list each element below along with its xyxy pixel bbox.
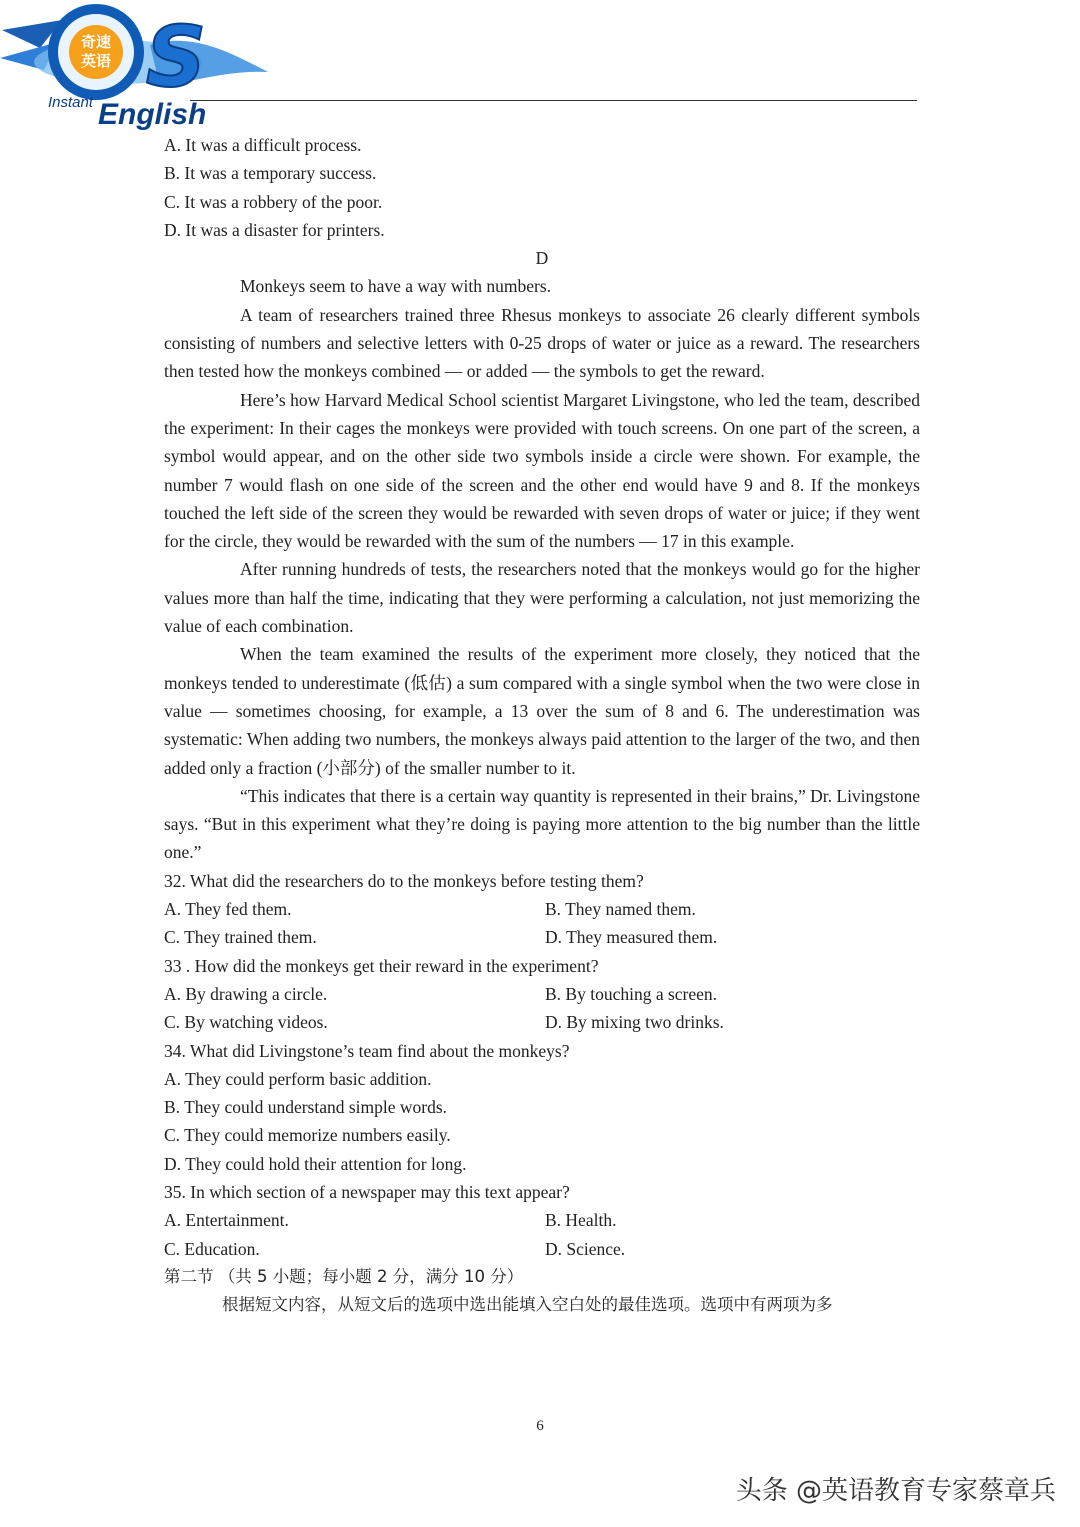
- passage-paragraph: “This indicates that there is a certain way quantity is represented in their brains,” Dr. Livingstone says. “But in this experiment what they’re doing is paying more attention to the big number than the little one.”: [164, 785, 920, 863]
- section-title: 第二节 （共 5 小题；每小题 2 分，满分 10 分）: [164, 1266, 524, 1286]
- option-row: [164, 895, 920, 923]
- question-stem: 34. What did Livingstone’s team find about the monkeys?: [164, 1040, 570, 1061]
- option: B. By touching a screen.: [545, 983, 718, 1004]
- question-33: [164, 952, 920, 1037]
- option: C. They trained them.: [164, 927, 317, 948]
- question-32: [164, 867, 920, 952]
- option-row: [164, 1235, 920, 1263]
- option: C. By watching videos.: [164, 1012, 328, 1033]
- option: A. Entertainment.: [164, 1210, 289, 1231]
- question-stem: 33 . How did the monkeys get their reward in the experiment?: [164, 955, 599, 976]
- option-row: [164, 1008, 920, 1036]
- option-row: [164, 1206, 920, 1234]
- logo-word: English: [98, 98, 207, 131]
- option: D. Science.: [545, 1238, 626, 1259]
- option: A. They could perform basic addition.: [164, 1068, 432, 1089]
- option: C. They could memorize numbers easily.: [164, 1125, 451, 1146]
- passage-paragraph: When the team examined the results of the experiment more closely, they noticed that the monkeys tended to underestimate (低估) a sum compared with a single symbol when the two were close in value — sometimes choosing, for example, a 13 over the sum of 8 and 6. The underestimation was systematic: When adding two numbers, the monkeys always paid attention to the larger of the two, and then added only a fraction (小部分) of the smaller number to it.: [164, 644, 920, 778]
- section-2: [164, 1263, 920, 1320]
- logo-sub: Instant: [48, 94, 94, 111]
- option-line: D. It was a disaster for printers.: [164, 219, 385, 240]
- logo-badge-line1: 奇速: [80, 33, 112, 51]
- option: C. Education.: [164, 1238, 260, 1259]
- option: D. By mixing two drinks.: [545, 1012, 724, 1033]
- option: D. They measured them.: [545, 927, 718, 948]
- passage-paragraph: Monkeys seem to have a way with numbers.: [240, 276, 552, 297]
- section-instruction: 根据短文内容，从短文后的选项中选出能填入空白处的最佳选项。选项中有两项为多: [222, 1295, 833, 1315]
- passage-paragraph: A team of researchers trained three Rhesus monkeys to associate 26 clearly different symbols consisting of numbers and selective letters with 0-25 drops of water or juice as a reward. The researchers then tested how the monkeys combined — or added — the symbols to get the reward.: [164, 304, 920, 382]
- option-line: C. It was a robbery of the poor.: [164, 191, 383, 212]
- previous-question-options: [164, 131, 920, 244]
- question-stem: 35. In which section of a newspaper may this text appear?: [164, 1181, 570, 1202]
- instant-english-logo: [0, 0, 270, 135]
- option: B. They named them.: [545, 899, 696, 920]
- watermark: 头条 @英语教育专家蔡章兵: [735, 1476, 1056, 1506]
- option: A. They fed them.: [164, 899, 292, 920]
- page-content: [164, 131, 920, 1319]
- question-stem: 32. What did the researchers do to the monkeys before testing them?: [164, 870, 644, 891]
- question-34: [164, 1037, 920, 1178]
- logo-badge-line2: 英语: [80, 52, 112, 70]
- option: A. By drawing a circle.: [164, 983, 328, 1004]
- option-row: [164, 923, 920, 951]
- header-rule: [190, 100, 917, 101]
- option: D. They could hold their attention for long.: [164, 1153, 467, 1174]
- passage-paragraph: After running hundreds of tests, the researchers noted that the monkeys would go for the higher values more than half the time, indicating that they were performing a calculation, not just memorizing the value of each combination.: [164, 559, 920, 637]
- passage-paragraph: Here’s how Harvard Medical School scientist Margaret Livingstone, who led the team, described the experiment: In their cages the monkeys were provided with touch screens. On one part of the screen, a symbol would appear, and on the other side two symbols inside a circle were shown. For example, the number 7 would flash on one side of the screen and the other end would have 9 and 8. If the monkeys touched the left side of the screen they would be rewarded with seven drops of water or juice; if they went for the circle, they would be rewarded with the sum of the numbers — 17 in this example.: [164, 389, 920, 552]
- passage-letter: D: [535, 248, 549, 269]
- question-35: [164, 1178, 920, 1263]
- page-number: 6: [536, 1418, 544, 1434]
- svg-text:S: S: [145, 8, 207, 106]
- option: B. Health.: [545, 1210, 617, 1231]
- passage-d: [164, 244, 920, 867]
- option-line: B. It was a temporary success.: [164, 163, 377, 184]
- option: B. They could understand simple words.: [164, 1097, 448, 1118]
- option-line: A. It was a difficult process.: [164, 135, 362, 155]
- option-row: [164, 980, 920, 1008]
